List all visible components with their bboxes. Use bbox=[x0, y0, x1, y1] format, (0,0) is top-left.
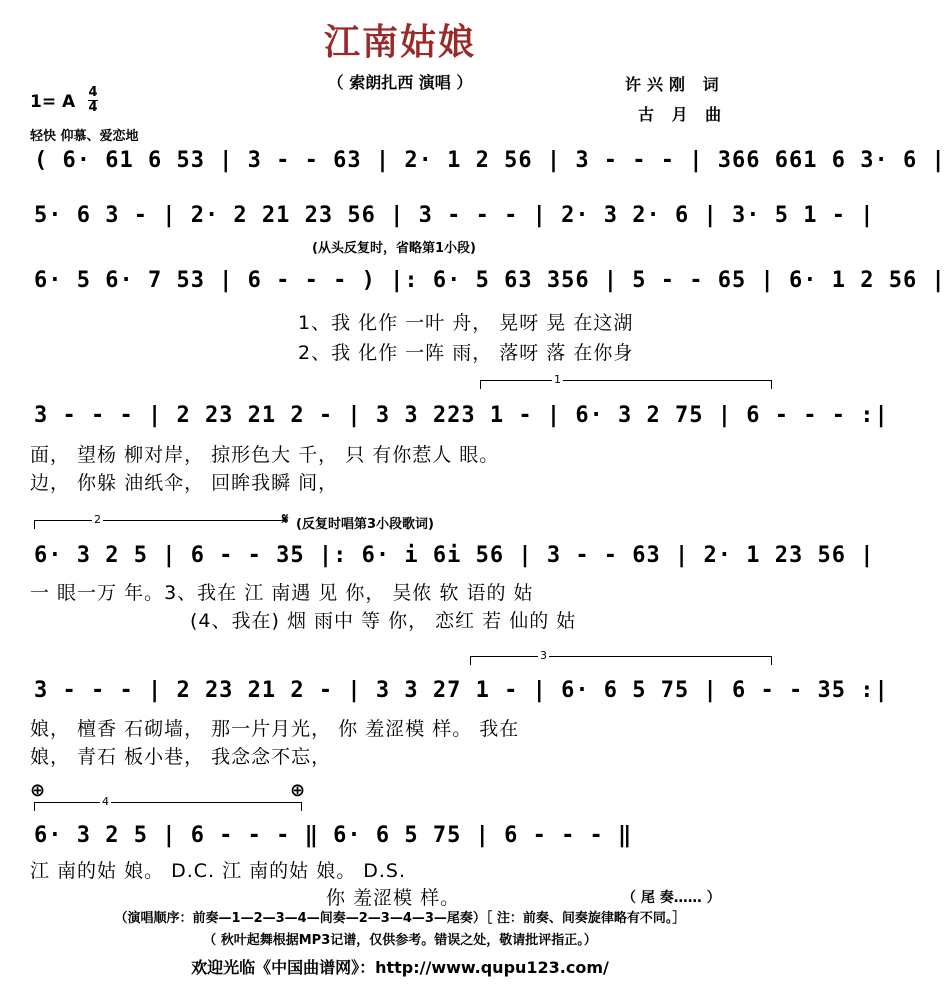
composer-credit: 古 月 曲 bbox=[638, 105, 728, 124]
lyrics-verse3-line1: 一 眼一万 年。3、我在 江 南遇 见 你， 吴侬 软 语的 姑 bbox=[30, 582, 534, 604]
volta-number-4: 4 bbox=[102, 795, 109, 808]
lyrics-verse4-line2: 娘， 青石 板小巷， 我念念不忘， bbox=[30, 746, 332, 768]
site-footer: 欢迎光临《中国曲谱网》：http://www.qupu123.com/ bbox=[191, 958, 609, 977]
lyrics-verse1-line1: 1、我 化作 一叶 舟， 晃呀 晃 在这湖 bbox=[298, 312, 634, 334]
tempo-marking: 轻快 仰慕、爱恋地 bbox=[30, 129, 139, 144]
notation-line-7: 6· 3 2 5 | 6 - - - ‖ 6· 6 5 75 | 6 - - - ‖ bbox=[34, 823, 633, 848]
volta-bracket-3 bbox=[470, 656, 772, 665]
notation-line-2: 5· 6 3 - | 2· 2 21 23 56 | 3 - - - | 2· 3 2· 6 | 3· 5 1 - | bbox=[34, 203, 875, 228]
lyrics-ending-line2: 你 羞涩模 样。 bbox=[326, 887, 461, 909]
volta-number-2: 2 bbox=[94, 513, 101, 526]
coda-sign-left: ⊕ bbox=[30, 780, 46, 801]
lyrics-verse4-line1: (4、我在) 烟 雨中 等 你， 恋红 若 仙的 姑 bbox=[190, 610, 577, 632]
lyricist-credit: 许兴刚 词 bbox=[625, 75, 725, 94]
performer-line: （ 索朗扎西 演唱 ） bbox=[327, 73, 473, 92]
performance-order: （演唱顺序：前奏—1—2—3—4—间奏—2—3—4—3—尾奏）［ 注：前奏、间奏旋律略有不同。］ bbox=[114, 911, 686, 926]
time-signature-top: 4 bbox=[88, 85, 98, 100]
volta-bracket-4 bbox=[34, 802, 302, 811]
notation-line-5: 6· 3 2 5 | 6 - - 35 |: 6· i 6i 56 | 3 - - 63 | 2· 1 23 56 | bbox=[34, 543, 875, 568]
repeat-note-first: (从头反复时，省略第1小段) bbox=[312, 241, 476, 256]
lyrics-verse1-line2: 面， 望杨 柳对岸， 掠形色大 千， 只 有你惹人 眼。 bbox=[30, 444, 500, 466]
volta-number-3: 3 bbox=[540, 649, 547, 662]
segno-sign: 𝄋 bbox=[282, 510, 289, 528]
lyrics-verse2-line1: 2、我 化作 一阵 雨， 落呀 落 在你身 bbox=[298, 342, 634, 364]
time-signature-bottom: 4 bbox=[88, 100, 98, 115]
notation-line-1: ( 6· 61 6 53 | 3 - - 63 | 2· 1 2 56 | 3 - - - | 366 661 6 3· 6 | bbox=[34, 148, 946, 173]
notation-line-3: 6· 5 6· 7 53 | 6 - - - ) |: 6· 5 63 356 | 5 - - 65 | 6· 1 2 56 | bbox=[34, 268, 946, 293]
repeat-note-third: (反复时唱第3小段歌词) bbox=[296, 517, 434, 532]
volta-bracket-1 bbox=[480, 380, 772, 389]
coda-sign-right: ⊕ bbox=[290, 780, 306, 801]
notation-line-6: 3 - - - | 2 23 21 2 - | 3 3 27 1 - | 6· 6 5 75 | 6 - - 35 :| bbox=[34, 678, 889, 703]
notation-line-4: 3 - - - | 2 23 21 2 - | 3 3 223 1 - | 6· 3 2 75 | 6 - - - :| bbox=[34, 403, 889, 428]
lyrics-verse3-line2: 娘， 檀香 石砌墙， 那一片月光， 你 羞涩模 样。 我在 bbox=[30, 718, 520, 740]
volta-number-1: 1 bbox=[554, 373, 561, 386]
song-title: 江南姑娘 bbox=[323, 22, 476, 63]
key-signature: 1= A bbox=[30, 92, 76, 112]
lyrics-verse2-line2: 边， 你躲 油纸伞， 回眸我瞬 间， bbox=[30, 472, 339, 494]
lyrics-ending-line1: 江 南的姑 娘。 D.C. 江 南的姑 娘。 D.S. bbox=[30, 860, 407, 882]
outro-note: （ 尾 奏…… ） bbox=[622, 890, 721, 906]
transcription-credit: （ 秋叶起舞根据MP3记谱，仅供参考。错误之处，敬请批评指正。） bbox=[203, 933, 597, 948]
volta-bracket-2 bbox=[34, 520, 285, 529]
time-signature bbox=[88, 86, 98, 115]
